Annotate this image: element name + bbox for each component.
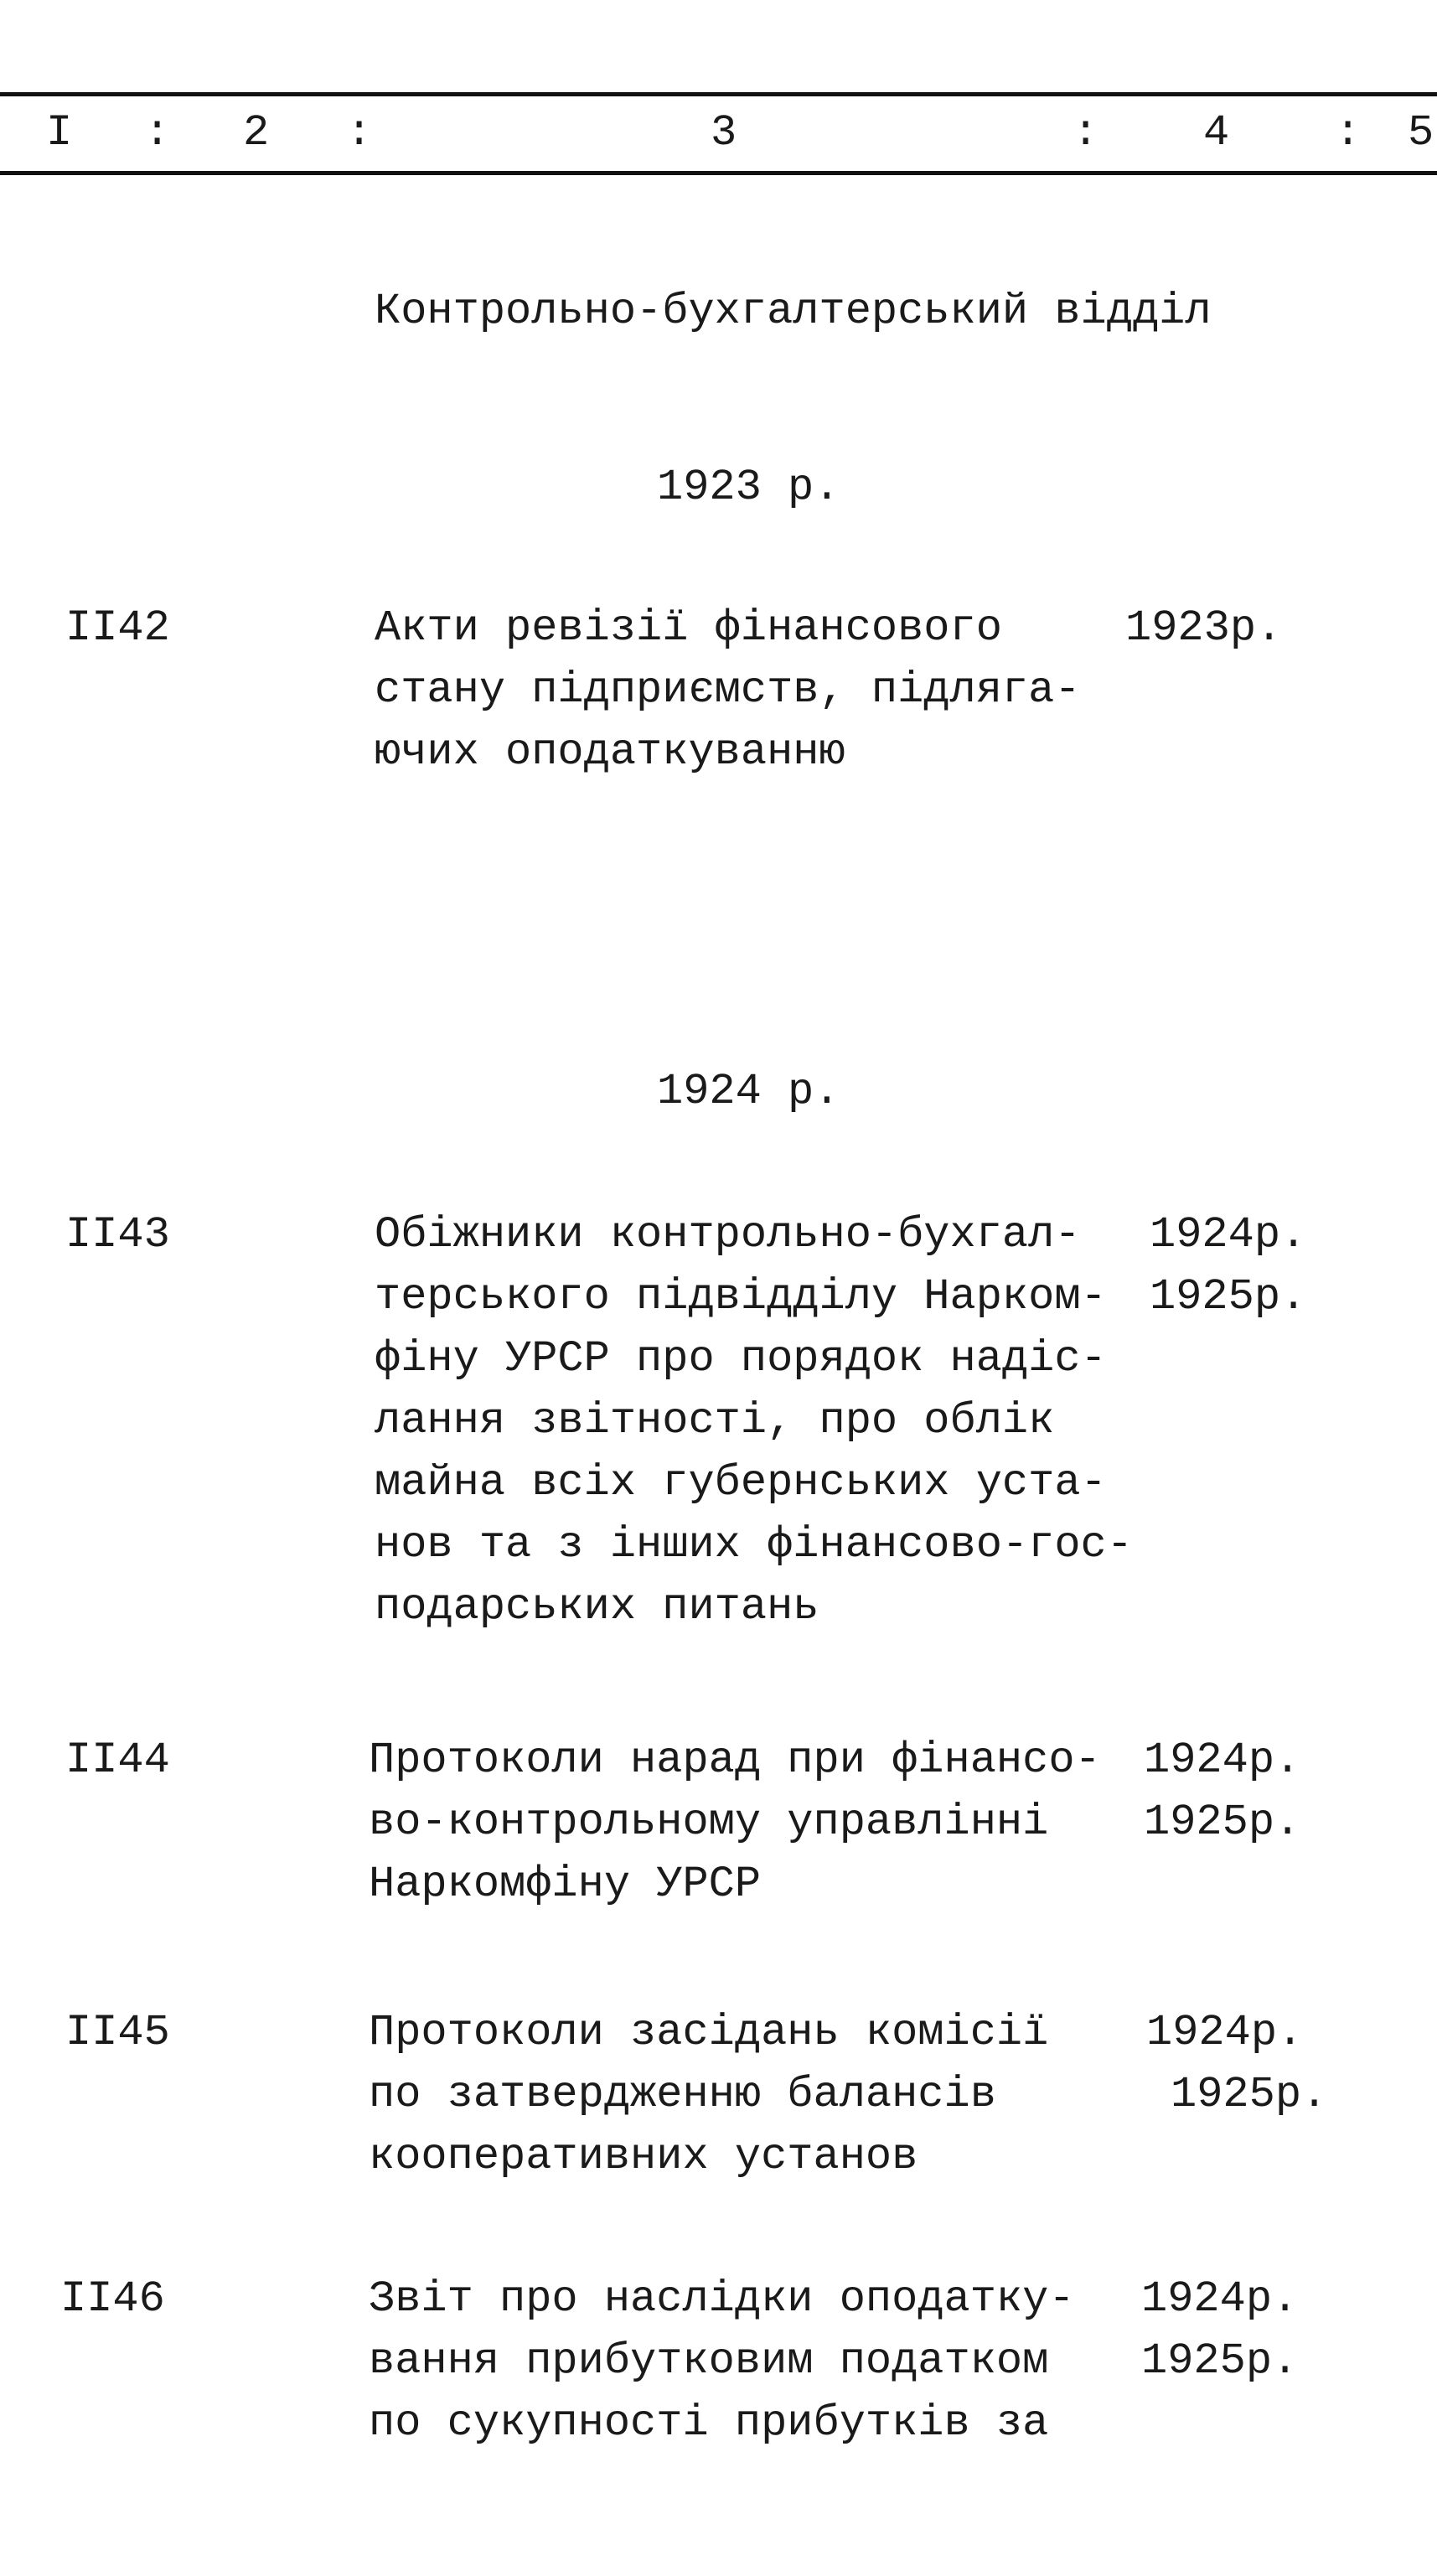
year-heading-1923: 1923 р.: [657, 463, 840, 512]
description-line: по сукупності прибутків за: [369, 2398, 1049, 2448]
item-dates: [1144, 1730, 1300, 1854]
description-line: по затвердженню балансів: [369, 2070, 996, 2119]
year-heading-1924: 1924 р.: [657, 1067, 840, 1116]
item-date: 1925р.: [1150, 1272, 1307, 1322]
item-number: II44: [65, 1735, 170, 1785]
column-number-5: 5: [1408, 108, 1434, 158]
item-number: II45: [65, 2008, 170, 2057]
description-line: майна всіх губернських уста-: [375, 1458, 1107, 1508]
item-dates: [1141, 2268, 1298, 2392]
description-line: Акти ревізії фінансового: [375, 603, 1002, 653]
column-number-3: 3: [711, 108, 737, 158]
description-line: во-контрольному управлінні: [369, 1798, 1049, 1847]
description-line: Звіт про наслідки оподатку-: [369, 2274, 1075, 2324]
item-date: 1925р.: [1141, 2336, 1299, 2386]
description-line: стану підприємств, підляга-: [375, 665, 1081, 715]
item-date: 1925р.: [1144, 1798, 1301, 1847]
description-line: лання звітності, про облік: [375, 1396, 1055, 1446]
item-description: [369, 1730, 1101, 1916]
item-date: 1923р.: [1125, 603, 1283, 653]
column-separator: :: [346, 108, 373, 158]
description-line: ючих оподаткуванню: [375, 727, 845, 777]
description-line: Протоколи нарад при фінансо-: [369, 1735, 1101, 1785]
item-number: II46: [60, 2274, 165, 2324]
header-top-rule: [0, 92, 1437, 96]
section-title: Контрольно-бухгалтерський відділ: [375, 287, 1212, 336]
item-date: 1924р.: [1146, 2008, 1304, 2057]
description-line: Обіжники контрольно-бухгал-: [375, 1210, 1081, 1260]
column-separator: :: [1335, 108, 1362, 158]
item-number: II42: [65, 603, 170, 653]
item-date: 1924р.: [1144, 1735, 1301, 1785]
header-bottom-rule: [0, 171, 1437, 175]
item-number: II43: [65, 1210, 170, 1260]
item-description: [369, 2268, 1075, 2454]
column-separator: :: [1073, 108, 1099, 158]
description-line: нов та з інших фінансово-гос-: [375, 1520, 1133, 1570]
item-description: [375, 597, 1081, 784]
description-line: Протоколи засідань комісії: [369, 2008, 1049, 2057]
description-line: фіну УРСР про порядок надіс-: [375, 1334, 1107, 1384]
description-line: Наркомфіну УРСР: [369, 1860, 762, 1909]
description-line: терського підвідділу Нарком-: [375, 1272, 1107, 1322]
description-line: вання прибутковим податком: [369, 2336, 1049, 2386]
item-dates: [1150, 1204, 1306, 1328]
item-date: 1924р.: [1150, 1210, 1307, 1260]
column-number-2: 2: [243, 108, 270, 158]
item-description: [375, 1204, 1133, 1638]
description-line: подарських питань: [375, 1582, 819, 1632]
item-date: 1924р.: [1141, 2274, 1299, 2324]
column-separator: :: [144, 108, 171, 158]
description-line: кооперативних установ: [369, 2132, 918, 2181]
item-description: [369, 2002, 1048, 2188]
column-number-4: 4: [1203, 108, 1230, 158]
item-date: 1925р.: [1171, 2070, 1328, 2119]
item-dates: [1125, 597, 1282, 660]
column-number-1: I: [46, 108, 73, 158]
